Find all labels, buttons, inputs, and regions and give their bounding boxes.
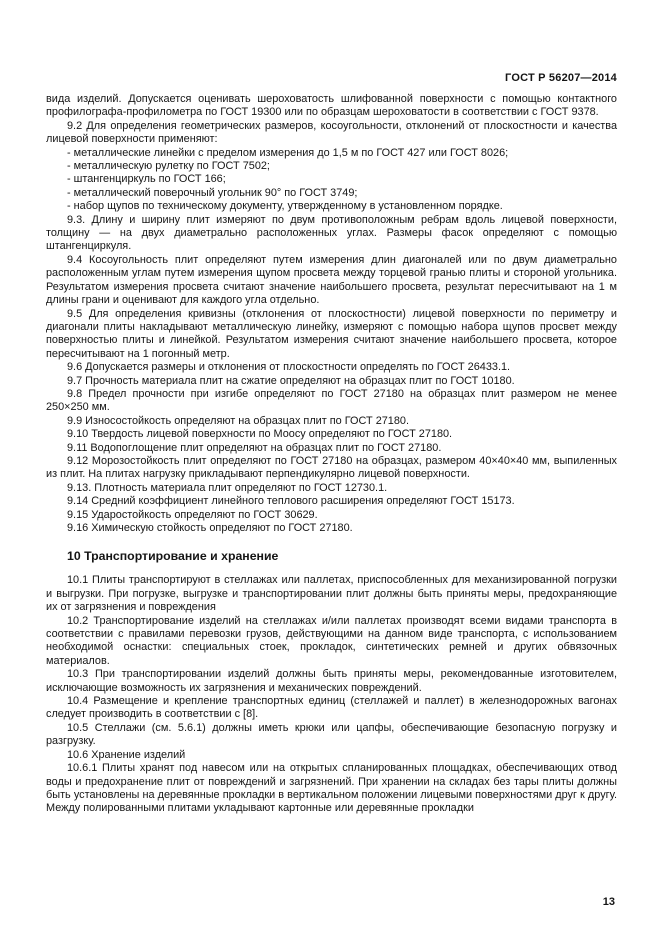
paragraph: 10.3 При транспортировании изделий должны быть приняты меры, рекомендованные изготовителем, исключающие возможность их загрязнения и механических повреждений. [46,668,617,694]
paragraph: 9.10 Твердость лицевой поверхности по Моосу определяют по ГОСТ 27180. [67,428,453,441]
paragraph: вида изделий. Допускается оценивать шероховатость шлифованной поверхности с помощью контактного профилографа-профилометра по ГОСТ 19300 или по образцам шероховатости в соответствии с ГОСТ 9378. [46,93,617,119]
paragraph: 9.7 Прочность материала плит на сжатие определяют на образцах плит по ГОСТ 10180. [67,374,515,387]
paragraph: 10.6 Хранение изделий [67,748,186,761]
list-item: - металлический поверочный угольник 90° по ГОСТ 3749; [67,186,358,199]
paragraph: 9.2 Для определения геометрических размеров, косоугольности, отклонений от плоскостности и качества лицевой поверхности применяют: [46,119,617,146]
paragraph: 10.2 Транспортирование изделий на стеллажах и/или паллетах производят всеми видами транспорта в соответствии с правилами перевозки грузов, действующими на данном виде транспорта, с использованием необходимой оснастки: специальных стоек, прокладок, синтетических ремней и других обвязочных материалов. [46,614,617,667]
paragraph: 9.12 Морозостойкость плит определяют по ГОСТ 27180 на образцах, размером 40×40×40 мм, выпиленных из плит. На плитах нагрузку прикладывают перпендикулярно лицевой поверхности. [46,454,617,481]
list-item: - металлическую рулетку по ГОСТ 7502; [67,160,270,173]
page-number: 13 [602,896,615,908]
list-item: - металлические линейки с пределом измерения до 1,5 м по ГОСТ 427 или ГОСТ 8026; [67,146,509,159]
paragraph: 9.13. Плотность материала плит определяют по ГОСТ 12730.1. [67,481,388,494]
list-item: - штангенциркуль по ГОСТ 166; [67,173,226,186]
paragraph: 10.1 Плиты транспортируют в стеллажах или паллетах, приспособленных для механизированной погрузки и выгрузки. При погрузке, выгрузке и транспортировании плит должны быть приняты меры, предохраняющие их от загрязнения и повреждения [46,574,617,614]
paragraph: 9.16 Химическую стойкость определяют по ГОСТ 27180. [67,522,353,534]
section-heading: 10 Транспортирование и хранение [67,549,279,564]
paragraph: 9.5 Для определения кривизны (отклонения от плоскостности) лицевой поверхности по периметру и диагонали плиты накладывают металлическую линейку, измеряют с помощью набора щупов просвет между поверхностью плиты и линейкой. Результатом измерения считают значение наибольшего просвета, которое пересчитывают на 1 погонный метр. [46,307,617,360]
paragraph: 9.4 Косоугольность плит определяют путем измерения длин диагоналей или по двум диаметрально расположенным углам путем измерения щупом просвета между торцевой гранью плиты и стороной угольника. Результатом измерения просвета считают значение наибольшего просвета, результат пересчитывают на 1 м длины грани и оценивают для каждого угла отдельно. [46,253,617,307]
document-body [46,93,617,816]
paragraph: 9.11 Водопоглощение плит определяют на образцах плит по ГОСТ 27180. [67,441,442,454]
paragraph: 9.15 Ударостойкость определяют по ГОСТ 30629. [67,508,318,521]
paragraph: 10.5 Стеллажи (см. 5.6.1) должны иметь крюки или цапфы, обеспечивающие безопасную погрузку и разгрузку. [46,721,617,748]
paragraph: 9.3. Длину и ширину плит измеряют по двум противоположным ребрам вдоль лицевой поверхности, толщину — на двух диаметрально расположенных углах. Размеры фасок определяют с помощью штангенциркуля. [46,213,617,253]
paragraph: 9.6 Допускается размеры и отклонения от плоскостности определять по ГОСТ 26433.1. [67,361,511,374]
paragraph: 10.6.1 Плиты хранят под навесом или на открытых спланированных площадках, обеспечивающих отвод воды и предохранение плит от повреждений и загрязнений. При хранении на складах без тары плиты должны быть установлены на деревянные прокладки в вертикальном положении лицевыми поверхностями друг к другу. Между полированными плитами укладывают картонные или деревянные прокладки [46,762,617,815]
list-item: - набор щупов по техническому документу, утвержденному в установленном порядке. [67,200,503,213]
doc-number-header: ГОСТ Р 56207—2014 [505,72,617,84]
paragraph: 9.8 Предел прочности при изгибе определяют по ГОСТ 27180 на образцах плит размером не менее 250×250 мм. [46,387,617,414]
paragraph: 9.9 Износостойкость определяют на образцах плит по ГОСТ 27180. [67,414,410,427]
paragraph: 9.14 Средний коэффициент линейного теплового расширения определяют ГОСТ 15173. [67,495,515,508]
paragraph: 10.4 Размещение и крепление транспортных единиц (стеллажей и паллет) в железнодорожных вагонах следует производить в соответствии с [8]. [46,695,617,721]
